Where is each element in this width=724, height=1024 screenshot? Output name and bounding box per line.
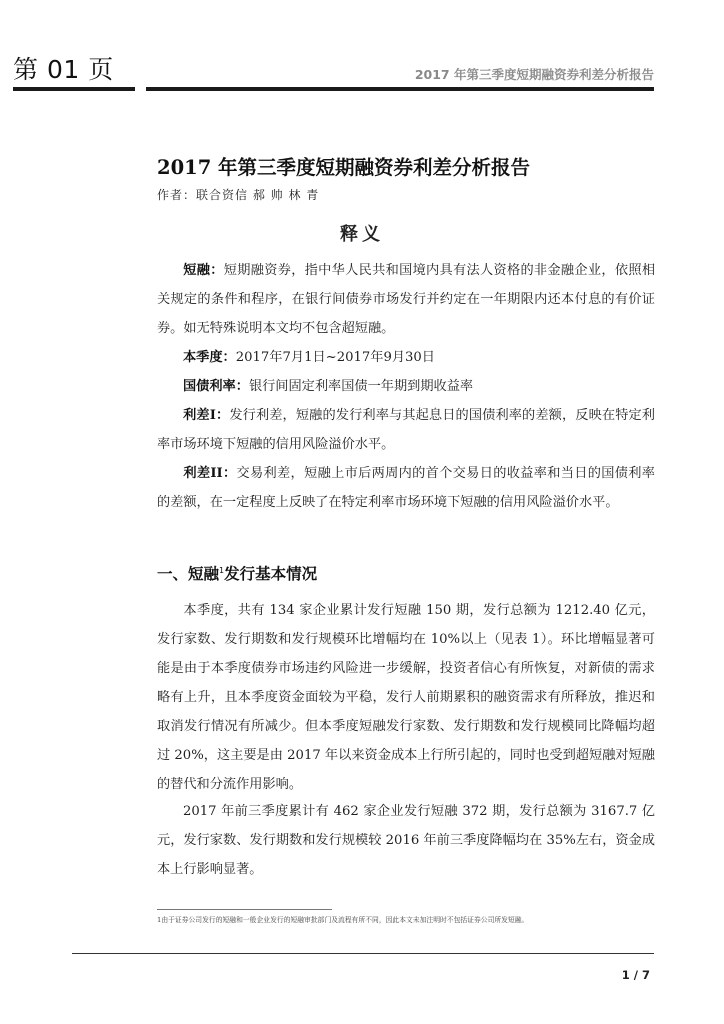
- definitions-heading: 释义: [340, 224, 384, 245]
- definition-spread-i: [157, 401, 655, 459]
- definition-text: 短期融资券，指中华人民共和国境内具有法人资格的非金融企业，依照相关规定的条件和程序，在银行间债券市场发行并约定在一年期限内还本付息的有价证券。如无特殊说明本文均不包含超短融。: [157, 263, 656, 336]
- section-1-paragraph: [157, 797, 655, 884]
- definition-term: 短融：: [183, 263, 224, 278]
- definition-text: 发行利差，短融的发行利率与其起息日的国债利率的差额，反映在特定利率市场环境下短融的信用风险溢价水平。: [157, 408, 655, 452]
- paragraph-text: 本季度，共有 134 家企业累计发行短融 150 期，发行总额为 1212.40 亿元，发行家数、发行期数和发行规模环比增幅均在 10%以上（见表 1）。环比增幅显著可能是由于本季度债券市场违约风险进一步缓解，投资者信心有所恢复，对新债的需求略有上升，且本季度资金面较为平稳，发行人前期累积的融资需求有所释放，推迟和取消发行情况有所减少。但本季度短融发行家数、发行期数和发行规模同比降幅均超过 20%，这主要是由 2017 年以来资金成本上行所引起的，同时也受到超短融对短融的替代和分流作用影响。: [157, 603, 655, 792]
- page-indicator: 1 / 7: [621, 968, 650, 982]
- running-header-title: 2017 年第三季度短期融资券利差分析报告: [414, 67, 654, 82]
- document-title: 2017 年第三季度短期融资券利差分析报告: [157, 156, 531, 179]
- section-1-heading-prefix: 一、短融: [157, 565, 220, 583]
- definition-term: 利差I：: [183, 408, 230, 423]
- definition-text: 银行间固定利率国债一年期到期收益率: [248, 379, 474, 394]
- section-1-heading: [157, 562, 317, 584]
- definition-spread-ii: [157, 459, 655, 517]
- definition-text: 交易利差，短融上市后两周内的首个交易日的收益率和当日的国债利率的差额，在一定程度上反映了在特定利率市场环境下短融的信用风险溢价水平。: [157, 466, 655, 510]
- header-rule-left: [13, 87, 135, 91]
- paragraph-text: 2017 年前三季度累计有 462 家企业发行短融 372 期，发行总额为 3167.7 亿元，发行家数、发行期数和发行规模较 2016 年前三季度降幅均在 35%左右，资金成本上行影响显著。: [157, 804, 655, 877]
- header-rule-right: [146, 87, 654, 91]
- definition-this-quarter: [157, 343, 655, 372]
- section-1-paragraph: [157, 596, 655, 799]
- section-1-heading-suffix: 发行基本情况: [224, 565, 318, 583]
- footnote-rule: [157, 909, 332, 910]
- definition-treasury-rate: [157, 372, 655, 401]
- footer-rule: [72, 953, 654, 954]
- definition-term: 利差II：: [183, 466, 237, 481]
- footnote-marker: 1: [219, 565, 225, 575]
- authors-line: 作者：联合资信 郝 帅 林 青: [157, 188, 320, 202]
- definition-term: 国债利率：: [183, 379, 249, 394]
- footnote-text: 1由于证券公司发行的短融和一般企业发行的短融审批部门及流程有所不同，因此本文未加注明时不包括证券公司所发短融。: [157, 916, 529, 924]
- page-number-label: 第 01 页: [13, 55, 114, 84]
- definition-term: 本季度：: [183, 350, 236, 365]
- definition-short-term-bond: [157, 256, 655, 343]
- definition-text: 2017年7月1日~2017年9月30日: [235, 350, 435, 365]
